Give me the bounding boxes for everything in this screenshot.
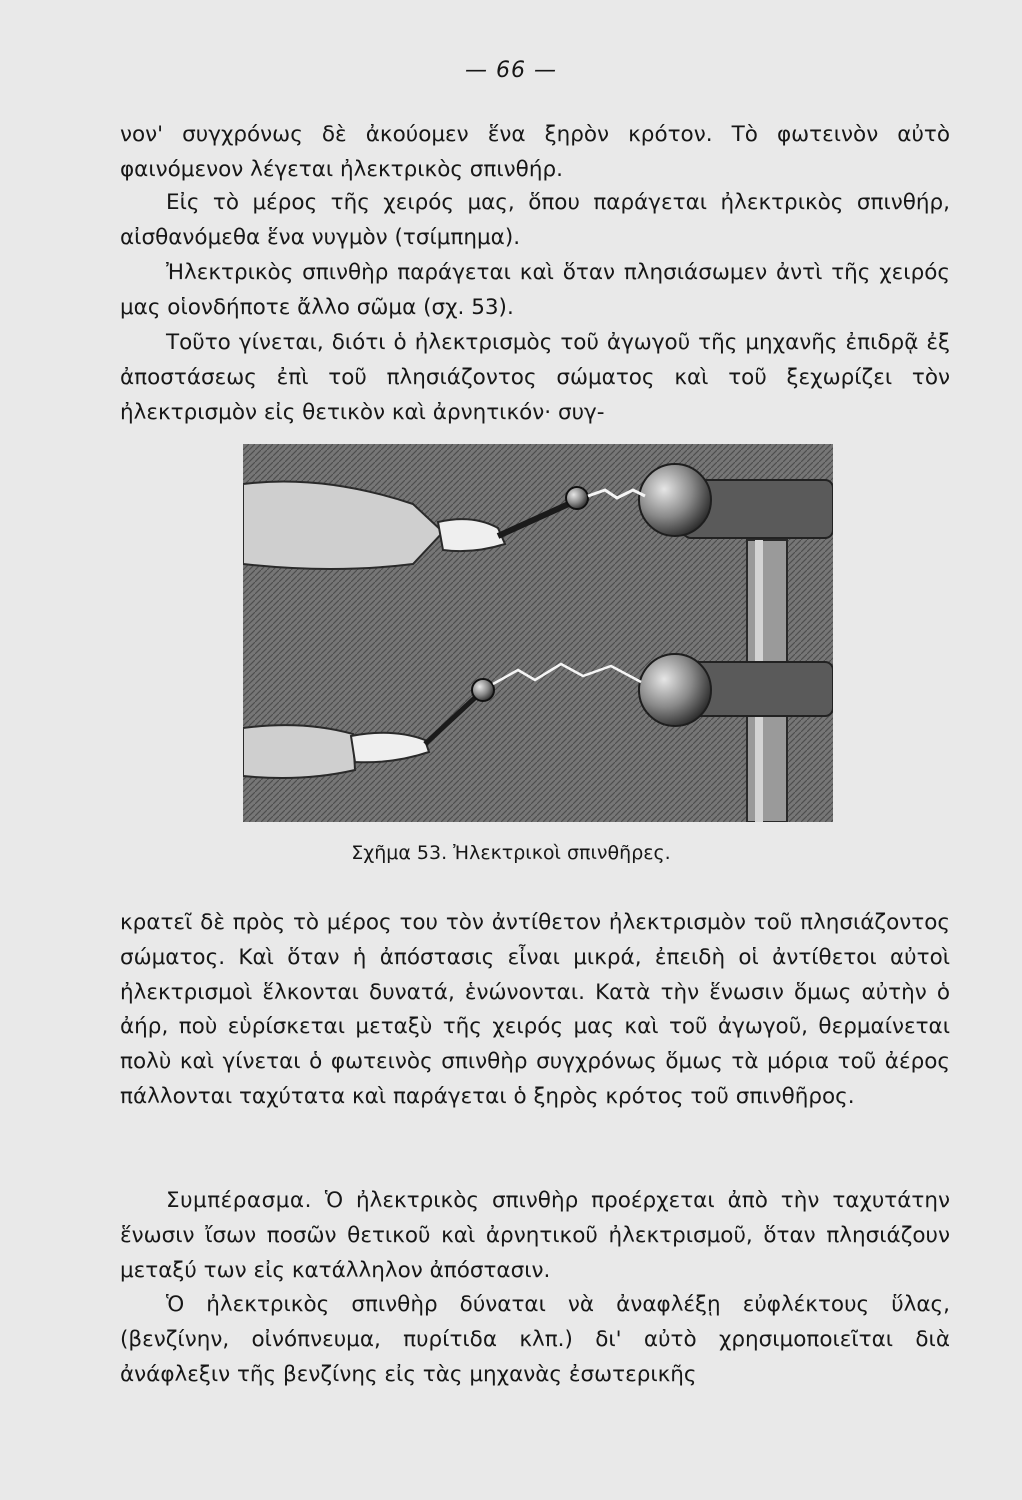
paragraph-5: κρατεῖ δὲ πρὸς τὸ μέρος του τὸν ἀντίθετον ἠλεκτρισμὸν τοῦ πλησιάζοντος σώματος. Καὶ ὅταν ἡ ἀπόστασις εἶναι μικρά, ἐπειδὴ οἱ ἀντίθετοι αὐτοὶ ἠλεκτρισμοὶ ἕλκονται δυνατά, ἑνώνονται. Κατὰ τὴν ἕνωσιν ὅμως αὐτὴν ὁ ἀήρ, ποὺ εὑρίσκεται μεταξὺ τῆς χειρός μας καὶ τοῦ ἀγωγοῦ, θερμαίνεται πολὺ καὶ γίνεται ὁ φωτεινὸς σπινθὴρ συγχρόνως ὅμως τὰ μόρια τοῦ ἀέρος πάλλονται ταχύτατα καὶ παράγεται ὁ ξηρὸς κρότος τοῦ σπινθῆρος. xyxy=(120,910,950,1109)
spark-illustration xyxy=(243,444,833,822)
conclusion-paragraph xyxy=(120,1184,950,1288)
paragraph-2: Εἰς τὸ μέρος τῆς χειρός μας, ὅπου παράγεται ἠλεκτρικὸς σπινθήρ, αἰσθανόμεθα ἕνα νυγμὸν (τσίμπημα). xyxy=(120,190,950,250)
figure-caption: Σχῆμα 53. Ἠλεκτρικοὶ σπινθῆρες. xyxy=(351,842,671,864)
conclusion-label: Συμπέρασμα. xyxy=(166,1188,312,1213)
lower-conductor-ball xyxy=(639,654,711,726)
final-paragraph: Ὁ ἠλεκτρικὸς σπινθὴρ δύναται νὰ ἀναφλέξῃ εὐφλέκτους ὕλας, (βενζίνην, οἰνόπνευμα, πυρίτιδα κλπ.) δι' αὐτὸ χρησιμοποιεῖται διὰ ἀνάφλεξιν τῆς βενζίνης εἰς τὰς μηχανὰς ἐσωτερικῆς xyxy=(120,1292,950,1387)
paragraph-1: νον' συγχρόνως δὲ ἀκούομεν ἕνα ξηρὸν κρότον. Τὸ φωτεινὸν αὐτὸ φαινόμενον λέγεται ἠλεκτρικὸς σπινθήρ. xyxy=(120,122,950,182)
page-number: — 66 — xyxy=(465,58,557,83)
conclusion-text: Ὁ ἠλεκτρικὸς σπινθὴρ προέρχεται ἀπὸ τὴν ταχυτάτην ἕνωσιν ἴσων ποσῶν θετικοῦ καὶ ἀρνητικοῦ ἠλεκτρισμοῦ, ὅταν πλησιάζουν μεταξύ των εἰς κατάλληλον ἀπόστασιν. xyxy=(120,1188,950,1283)
lower-sleeve xyxy=(243,725,355,778)
upper-conductor-ball xyxy=(639,464,711,536)
paragraph-3: Ἠλεκτρικὸς σπινθὴρ παράγεται καὶ ὅταν πλησιάσωμεν ἀντὶ τῆς χειρός μας οἱονδήποτε ἄλλο σῶμα (σχ. 53). xyxy=(120,260,950,320)
figure-electric-sparks xyxy=(243,444,833,822)
paragraph-4: Τοῦτο γίνεται, διότι ὁ ἠλεκτρισμὸς τοῦ ἀγωγοῦ τῆς μηχανῆς ἐπιδρᾷ ἐξ ἀποστάσεως ἐπὶ τοῦ πλησιάζοντος σώματος καὶ τοῦ ξεχωρίζει τὸν ἠλεκτρισμὸν εἰς θετικὸν καὶ ἀρνητικόν· συγ- xyxy=(120,330,950,425)
